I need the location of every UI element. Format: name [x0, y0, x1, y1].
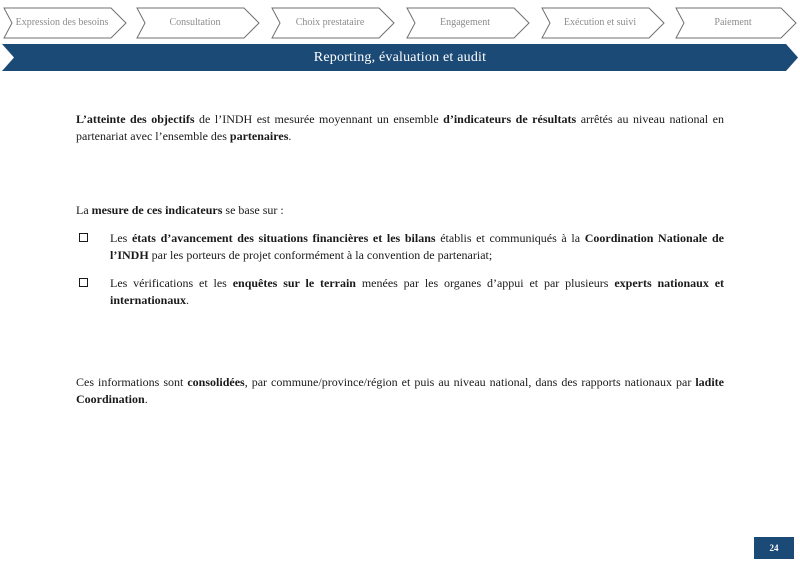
text-run: Ces informations sont	[76, 375, 188, 389]
checkbox-bullet-icon	[79, 233, 89, 243]
banner-title: Reporting, évaluation et audit	[313, 49, 487, 65]
paragraph-objectives	[76, 111, 724, 145]
step-label: Consultation	[169, 17, 221, 28]
text-strong: experts nationaux et internationaux	[110, 276, 725, 307]
checkbox-bullet-icon	[79, 278, 89, 288]
paragraph-consolidation	[76, 374, 724, 408]
text-strong: états d’avancement des situations financières et les bilans	[131, 231, 436, 245]
text-strong: ladite Coordination	[76, 375, 725, 406]
text-strong: mesure de ces indicateurs	[91, 203, 223, 217]
step-label: Engagement	[440, 17, 490, 28]
step-consultation	[137, 8, 259, 38]
text-strong: consolidées	[187, 375, 245, 389]
step-label: Paiement	[714, 17, 752, 28]
step-expression-des-besoins	[4, 8, 126, 38]
text-run: .	[144, 392, 148, 406]
list-item	[76, 230, 724, 264]
text-run: , par commune/province/région et puis au niveau national, dans des rapports nationaux par	[244, 375, 696, 389]
list-item	[76, 275, 724, 309]
text-run: .	[186, 293, 190, 307]
step-label: Expression des besoins	[15, 17, 109, 28]
text-run: La	[76, 203, 92, 217]
step-label: Exécution et suivi	[563, 17, 637, 28]
step-execution-et-suivi	[542, 8, 664, 38]
step-engagement	[407, 8, 529, 38]
section-banner	[0, 44, 800, 71]
text-run: arrêtés au niveau national en partenariat avec l’ensemble des	[76, 112, 724, 143]
text-strong: L’atteinte des objectifs	[76, 112, 195, 126]
text-run: se base sur :	[222, 203, 284, 217]
text-run: établis et communiqués à la	[435, 231, 585, 245]
text-run: Les vérifications et les	[110, 276, 233, 290]
list-item-text	[110, 230, 724, 264]
paragraph-measure-intro	[76, 202, 724, 219]
text-run: de l’INDH est mesurée moyennant un ensemble	[194, 112, 444, 126]
text-strong: enquêtes sur le terrain	[232, 276, 356, 290]
text-run: par les porteurs de projet conformément à la convention de partenariat;	[148, 248, 493, 262]
text-strong: Coordination Nationale de l’INDH	[110, 231, 724, 262]
step-paiement	[676, 8, 796, 38]
step-label: Choix prestataire	[295, 17, 365, 28]
step-choix-prestataire	[272, 8, 394, 38]
text-strong: d’indicateurs de résultats	[443, 112, 577, 126]
text-strong: partenaires	[229, 129, 289, 143]
process-steps	[0, 0, 800, 44]
page-number-badge: 24	[754, 537, 794, 559]
text-run: .	[288, 129, 292, 143]
text-run: Les	[110, 231, 132, 245]
list-item-text	[110, 275, 724, 309]
text-run: menées par les organes d’appui et par plusieurs	[356, 276, 615, 290]
